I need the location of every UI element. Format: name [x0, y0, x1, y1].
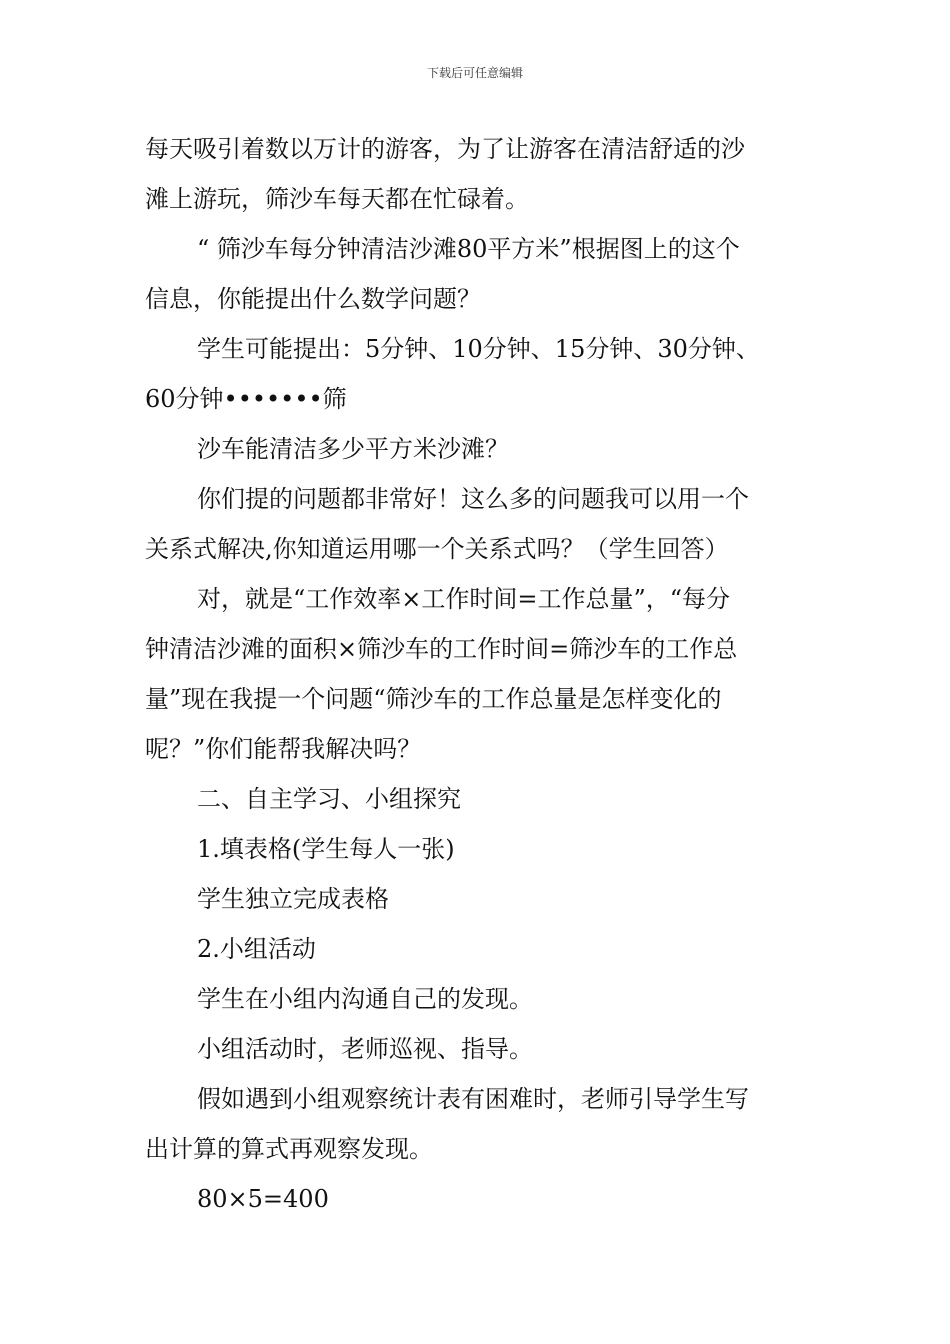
- text-line: 小组活动时，老师巡视、指导。: [197, 1035, 533, 1063]
- text-line: 2.小组活动: [197, 935, 316, 963]
- page-header: 下载后可任意编辑: [426, 66, 523, 80]
- text-line: 1.填表格(学生每人一张): [197, 835, 455, 863]
- text-line: 学生在小组内沟通自己的发现。: [197, 985, 533, 1013]
- text-line: 信息，你能提出什么数学问题？: [145, 285, 481, 313]
- text-line: 呢？”你们能帮我解决吗？: [145, 735, 422, 763]
- text-line: 对，就是“工作效率×工作时间=工作总量”，“每分: [197, 585, 731, 613]
- equation-line: 80×5=400: [197, 1185, 329, 1213]
- text-line: 学生可能提出：5分钟、10分钟、15分钟、30分钟、: [197, 335, 760, 363]
- text-line: 假如遇到小组观察统计表有困难时，老师引导学生写: [197, 1085, 749, 1113]
- text-line: 量”现在我提一个问题“筛沙车的工作总量是怎样变化的: [145, 685, 722, 713]
- text-line: “ 筛沙车每分钟清洁沙滩80平方米”根据图上的这个: [197, 235, 740, 263]
- text-line: 沙车能清洁多少平方米沙滩？: [197, 435, 509, 463]
- text-line: 学生独立完成表格: [197, 885, 389, 913]
- section-heading: 二、自主学习、小组探究: [197, 785, 461, 813]
- document-body: [145, 124, 815, 1224]
- text-line: 60分钟•••••••筛: [145, 385, 347, 413]
- text-line: 关系式解决,你知道运用哪一个关系式吗？（学生回答）: [145, 535, 729, 563]
- text-line: 出计算的算式再观察发现。: [145, 1135, 433, 1163]
- text-line: 钟清洁沙滩的面积×筛沙车的工作时间=筛沙车的工作总: [145, 635, 738, 663]
- text-line: 你们提的问题都非常好！这么多的问题我可以用一个: [197, 485, 749, 513]
- text-line: 每天吸引着数以万计的游客，为了让游客在清洁舒适的沙: [145, 135, 745, 163]
- text-line: 滩上游玩，筛沙车每天都在忙碌着。: [145, 185, 529, 213]
